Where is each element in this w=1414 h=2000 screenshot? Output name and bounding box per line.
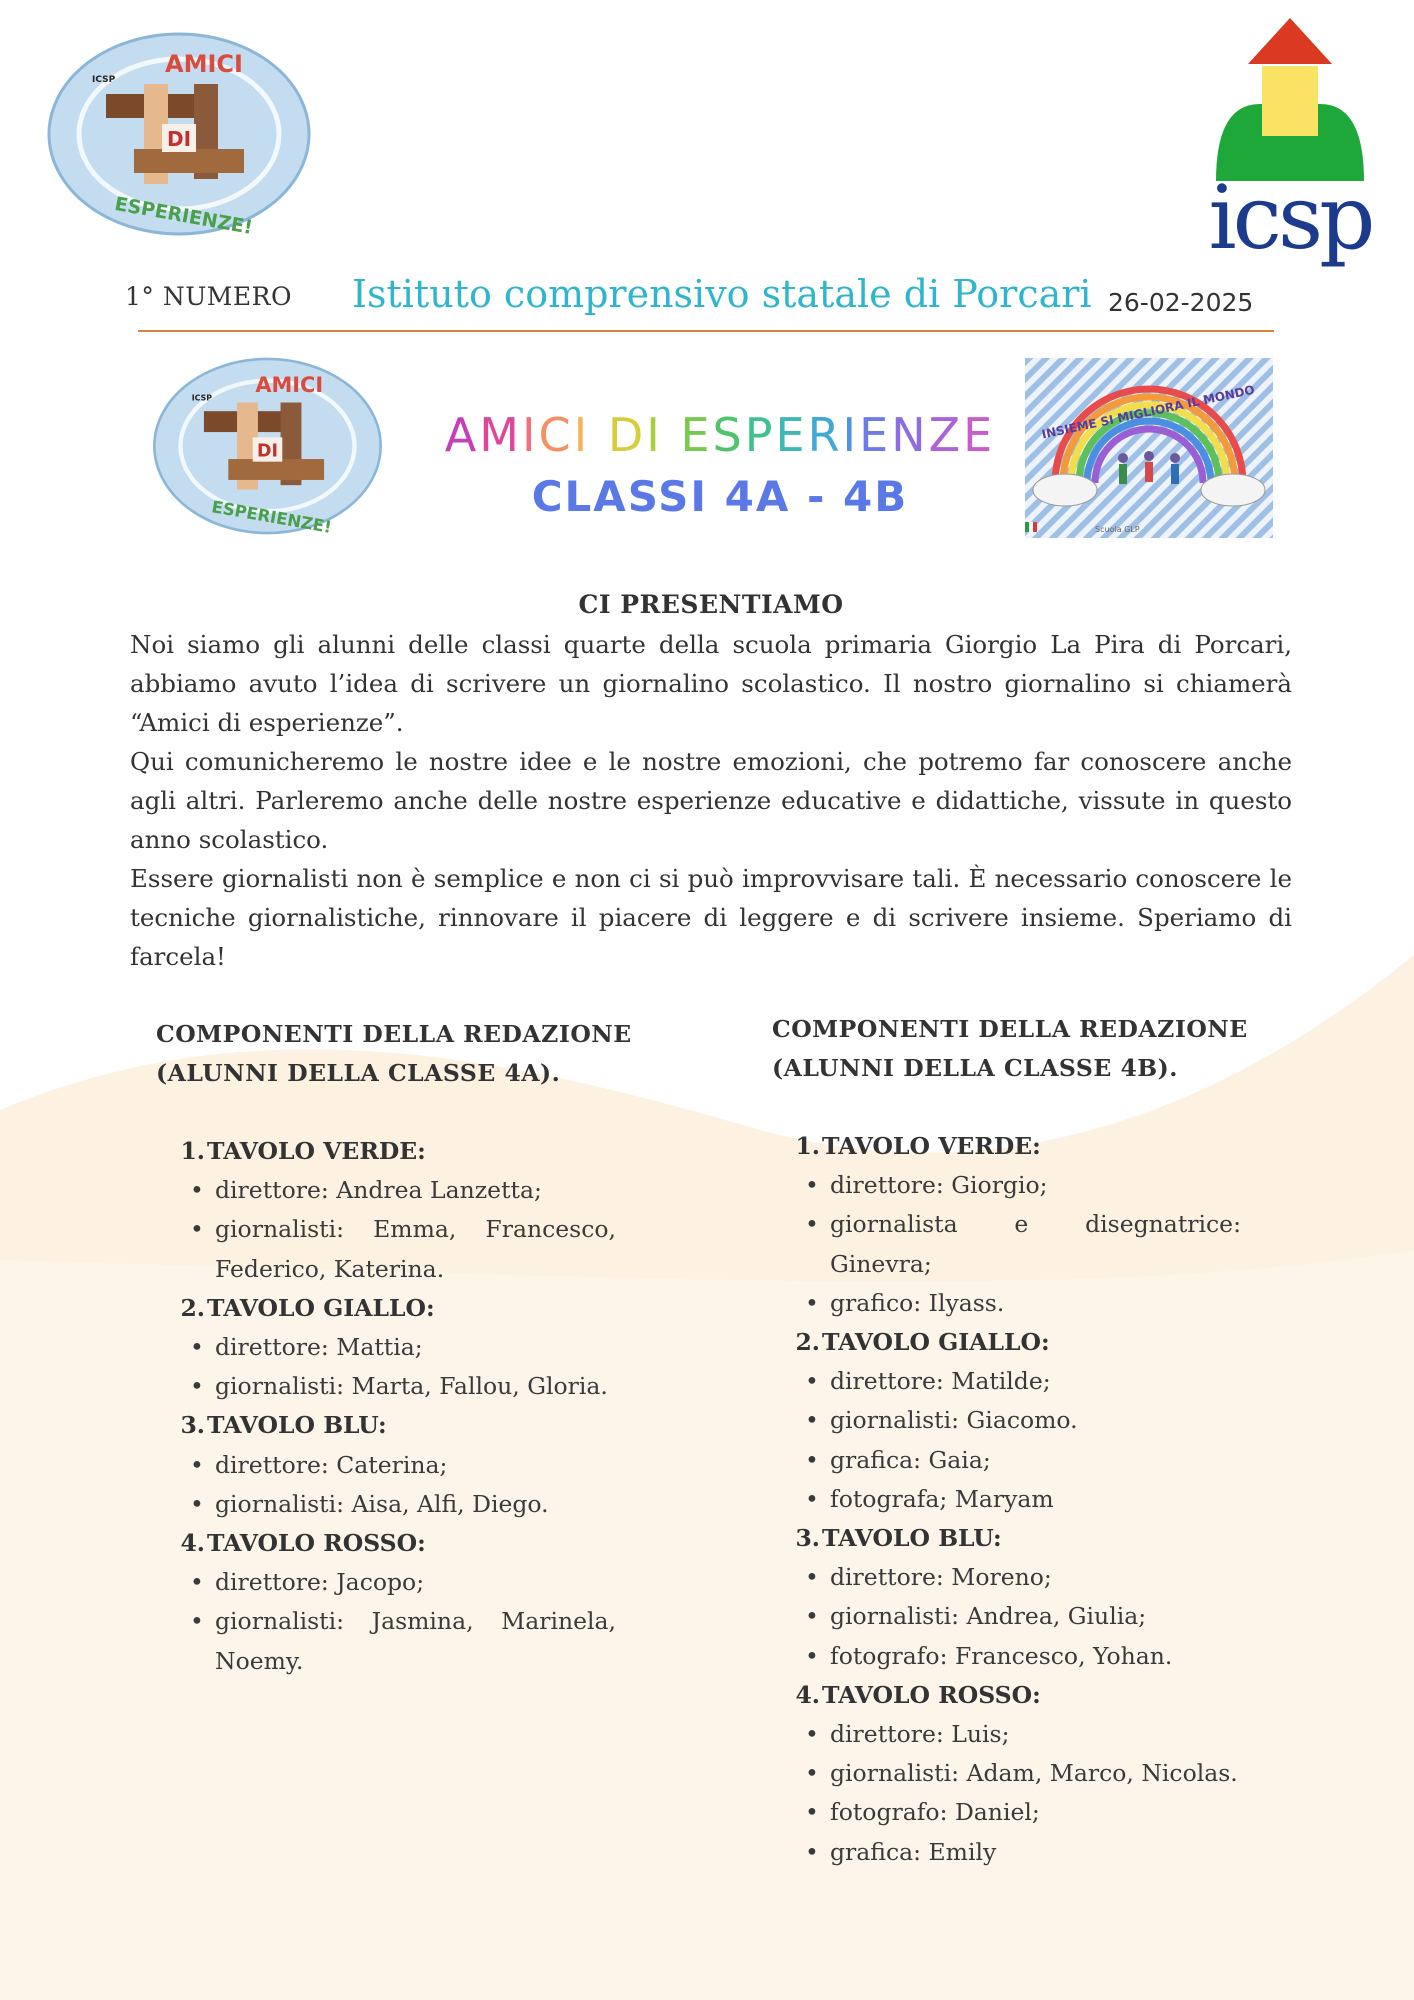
group-name: TAVOLO BLU: <box>822 1524 1002 1553</box>
icsp-logo <box>1200 16 1380 288</box>
title-letter: M <box>479 408 522 462</box>
list-item: • giornalisti: Aisa, Alfi, Diego. <box>160 1485 616 1524</box>
group-number: 4. <box>795 1680 820 1709</box>
title-letter <box>590 408 608 462</box>
title-letter: I <box>646 408 663 462</box>
list-item: • giornalisti: Marta, Fallou, Gloria. <box>160 1367 616 1406</box>
list-item-text: direttore: Giorgio; <box>830 1171 1048 1200</box>
logo-text-esperienze: ESPERIENZE! <box>113 193 255 239</box>
class-4b-list <box>775 1127 1241 1872</box>
title-letter: E <box>680 408 713 462</box>
class-4a-heading-line1: COMPONENTI DELLA REDAZIONE <box>156 1020 632 1048</box>
list-item-text: grafica: Emily <box>830 1837 997 1866</box>
list-item: • fotografo: Daniel; <box>775 1793 1241 1832</box>
logo-small-text-esperienze: ESPERIENZE! <box>210 497 333 537</box>
list-item: • direttore: Luis; <box>775 1715 1241 1754</box>
list-item-text: giornalisti: Emma, Francesco, Federico, Katerina. <box>215 1215 616 1283</box>
title-letter: I <box>573 408 591 462</box>
group-number: 1. <box>795 1132 820 1160</box>
list-item-text: fotografo: Daniel; <box>830 1798 1040 1827</box>
list-item-text: direttore: Jacopo; <box>215 1568 425 1597</box>
title-letter: D <box>607 408 647 462</box>
group-number: 1. <box>180 1137 205 1165</box>
group-name: TAVOLO ROSSO: <box>822 1680 1041 1709</box>
group-number: 2. <box>795 1328 820 1357</box>
newspaper-title <box>400 408 1040 462</box>
intro-text <box>130 625 1292 976</box>
list-item-text: direttore: Mattia; <box>215 1333 423 1362</box>
newspaper-subtitle: CLASSI 4A - 4B <box>531 472 909 521</box>
title-letter: E <box>775 408 808 462</box>
intro-paragraph: Qui comunicheremo le nostre idee e le nostre emozioni, che potremo far conoscere anche agli altri. Parleremo anche delle nostre esperienze educative e didattiche, vissute in questo anno scolastico. <box>130 747 1292 854</box>
list-item-text: fotografa; Maryam <box>830 1484 1054 1513</box>
group-name: TAVOLO VERDE: <box>207 1137 426 1165</box>
list-item: • grafica: Emily <box>775 1833 1241 1872</box>
group-heading <box>160 1289 616 1328</box>
logo-small-text-amici: AMICI <box>255 373 324 398</box>
group-number: 2. <box>180 1293 205 1322</box>
list-item: • giornalisti: Adam, Marco, Nicolas. <box>775 1754 1241 1793</box>
list-item: • giornalisti: Jasmina, Marinela, Noemy. <box>160 1602 616 1680</box>
school-name: Istituto comprensivo statale di Porcari <box>352 272 1092 316</box>
intro-paragraph: Essere giornalisti non è semplice e non ci si può improvvisare tali. È necessario conoscere le tecniche giornalistiche, rinnovare il piacere di leggere e di scrivere insieme. Speriamo di farcela! <box>130 864 1292 971</box>
logo-text-amici: AMICI <box>165 50 243 78</box>
list-item-text: giornalisti: Andrea, Giulia; <box>830 1602 1147 1631</box>
list-item: • direttore: Caterina; <box>160 1446 616 1485</box>
list-item: • giornalisti: Andrea, Giulia; <box>775 1597 1241 1636</box>
class-4b-heading-line2: (ALUNNI DELLA CLASSE 4B). <box>772 1054 1178 1082</box>
list-item-text: giornalisti: Jasmina, Marinela, Noemy. <box>215 1607 616 1675</box>
list-item-text: direttore: Matilde; <box>830 1367 1051 1396</box>
list-item-text: giornalisti: Marta, Fallou, Gloria. <box>215 1372 608 1401</box>
list-item: • direttore: Matilde; <box>775 1362 1241 1401</box>
class-4b-heading <box>772 1010 1292 1088</box>
class-4a-heading-line2: (ALUNNI DELLA CLASSE 4A). <box>156 1059 561 1087</box>
group-heading <box>775 1323 1241 1362</box>
title-letter: N <box>891 408 929 462</box>
title-letter: C <box>538 408 574 462</box>
list-item-text: giornalisti: Adam, Marco, Nicolas. <box>830 1759 1238 1788</box>
title-letter <box>663 408 681 462</box>
list-item-text: direttore: Caterina; <box>215 1450 448 1479</box>
list-item-text: giornalisti: Aisa, Alfi, Diego. <box>215 1489 549 1518</box>
drawing-signature: Scuola GLP <box>1095 525 1140 534</box>
list-item: • direttore: Moreno; <box>775 1558 1241 1597</box>
list-item: • direttore: Giorgio; <box>775 1166 1241 1205</box>
list-item: • fotografo: Francesco, Yohan. <box>775 1637 1241 1676</box>
group-heading <box>160 1132 616 1171</box>
issue-number: 1° NUMERO <box>125 282 292 311</box>
group-number: 4. <box>180 1529 205 1558</box>
logo-badge: ICSP <box>92 75 116 85</box>
title-letter: E <box>859 408 892 462</box>
list-item-text: giornalisti: Giacomo. <box>830 1406 1078 1435</box>
title-letter: Z <box>928 408 964 462</box>
list-item: • giornalisti: Emma, Francesco, Federico, Katerina. <box>160 1210 616 1288</box>
list-item-text: grafica: Gaia; <box>830 1445 991 1474</box>
group-heading <box>775 1676 1241 1715</box>
group-name: TAVOLO GIALLO: <box>822 1328 1050 1357</box>
title-letter: P <box>744 408 776 462</box>
group-number: 3. <box>180 1411 205 1440</box>
list-item: • giornalisti: Giacomo. <box>775 1401 1241 1440</box>
list-item: • grafica: Gaia; <box>775 1441 1241 1480</box>
amici-di-esperienze-logo <box>44 24 314 244</box>
rainbow-drawing <box>1025 358 1273 538</box>
group-heading <box>160 1524 616 1563</box>
title-letter: I <box>521 408 539 462</box>
list-item-text: direttore: Luis; <box>830 1720 1010 1749</box>
list-item: • fotografa; Maryam <box>775 1480 1241 1519</box>
class-4a-list <box>160 1132 616 1681</box>
title-letter: S <box>712 408 745 462</box>
list-item: • grafico: Ilyass. <box>775 1284 1241 1323</box>
list-item-text: direttore: Moreno; <box>830 1563 1052 1592</box>
group-name: TAVOLO ROSSO: <box>207 1529 426 1558</box>
class-4a-heading <box>156 1015 676 1093</box>
class-4b-heading-line1: COMPONENTI DELLA REDAZIONE <box>772 1015 1248 1043</box>
title-letter: I <box>842 408 860 462</box>
icsp-logo-text: icsp <box>1208 166 1372 269</box>
list-item: • direttore: Mattia; <box>160 1328 616 1367</box>
group-name: TAVOLO BLU: <box>207 1411 387 1440</box>
title-letter: E <box>963 408 996 462</box>
logo-text-di: DI <box>166 127 192 151</box>
group-heading <box>775 1519 1241 1558</box>
group-number: 3. <box>795 1524 820 1553</box>
amici-di-esperienze-logo-small <box>150 340 385 552</box>
list-item-text: fotografo: Francesco, Yohan. <box>830 1641 1173 1670</box>
list-item: • direttore: Andrea Lanzetta; <box>160 1171 616 1210</box>
group-name: TAVOLO VERDE: <box>822 1132 1041 1160</box>
logo-small-badge: ICSP <box>191 393 212 403</box>
issue-date: 26-02-2025 <box>1108 288 1254 317</box>
list-item: • giornalista e disegnatrice: Ginevra; <box>775 1205 1241 1283</box>
drawing-caption: INSIEME SI MIGLIORA IL MONDO <box>1040 382 1256 442</box>
logo-small-text-di: DI <box>257 441 278 462</box>
list-item-text: direttore: Andrea Lanzetta; <box>215 1176 542 1205</box>
title-letter: A <box>444 408 480 462</box>
list-item-text: grafico: Ilyass. <box>830 1288 1005 1317</box>
list-item-text: giornalista e disegnatrice: Ginevra; <box>830 1210 1241 1278</box>
group-name: TAVOLO GIALLO: <box>207 1293 435 1322</box>
group-heading <box>160 1406 616 1445</box>
header-divider <box>138 330 1274 332</box>
intro-paragraph: Noi siamo gli alunni delle classi quarte della scuola primaria Giorgio La Pira di Porcari, abbiamo avuto l’idea di scrivere un giornalino scolastico. Il nostro giornalino si chiamerà “Amici di esperienze”. <box>130 630 1292 737</box>
group-heading <box>775 1127 1241 1166</box>
title-letter: R <box>807 408 843 462</box>
list-item: • direttore: Jacopo; <box>160 1563 616 1602</box>
section-heading: CI PRESENTIAMO <box>578 590 844 619</box>
